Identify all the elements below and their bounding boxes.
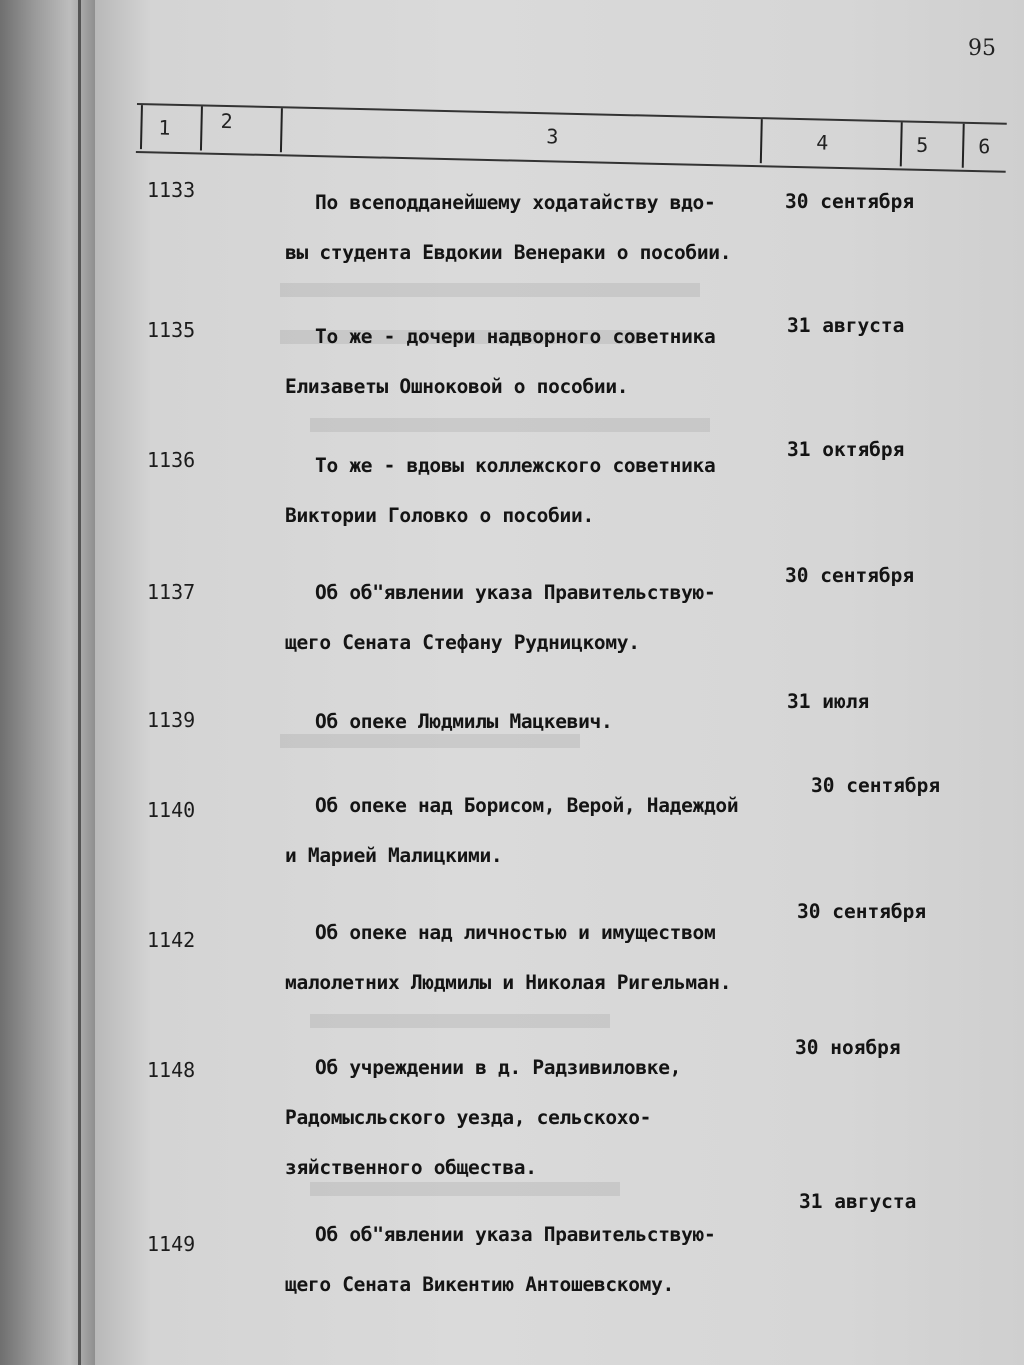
entry-description xyxy=(285,312,715,412)
entry-description xyxy=(285,1043,681,1193)
header-top-rule xyxy=(137,103,1007,125)
entry-line: Елизаветы Ошноковой о пособии. xyxy=(285,375,629,398)
entry-line: Об опеке над Борисом, Верой, Надеждой xyxy=(315,794,739,817)
bleed-through-line xyxy=(310,418,710,432)
entry-line: зяйственного общества. xyxy=(285,1156,537,1179)
entry-line: Об об"явлении указа Правительствую- xyxy=(315,1223,716,1246)
entry-description xyxy=(285,908,731,1008)
entry-date: 31 августа xyxy=(799,1190,917,1213)
entry-number: 1139 xyxy=(147,708,196,732)
entry-number: 1142 xyxy=(147,928,196,952)
column-separator xyxy=(760,119,763,163)
entry-line: Об опеке над личностью и имуществом xyxy=(315,921,716,944)
entry-line: Виктории Головко о пособии. xyxy=(285,504,594,527)
column-separator xyxy=(200,106,203,150)
entry-number: 1140 xyxy=(147,798,196,822)
entry-number: 1136 xyxy=(147,448,196,472)
entry-date: 31 августа xyxy=(787,314,905,337)
entry-description xyxy=(285,441,715,541)
entry-line: щего Сената Стефану Рудницкому. xyxy=(285,631,640,654)
entry-line: То же - дочери надворного советника xyxy=(315,325,716,348)
column-number-6: 6 xyxy=(977,134,991,159)
column-number-4: 4 xyxy=(816,130,829,155)
entry-date: 30 сентября xyxy=(785,190,915,213)
header-bottom-rule xyxy=(136,151,1006,173)
entry-line: Об опеке Людмилы Мацкевич. xyxy=(315,710,613,733)
entry-date: 31 июля xyxy=(787,690,870,713)
bleed-through-line xyxy=(280,283,700,297)
bleed-through-line xyxy=(310,1014,610,1028)
page-edge xyxy=(78,0,81,1365)
book-gutter xyxy=(0,0,100,1365)
entry-description xyxy=(285,697,612,747)
document-page xyxy=(95,0,1024,1365)
entry-number: 1137 xyxy=(147,580,196,604)
entry-number: 1149 xyxy=(147,1232,196,1256)
entry-date: 30 сентября xyxy=(797,900,927,923)
entry-description xyxy=(285,781,738,881)
column-number-1: 1 xyxy=(158,115,171,140)
entry-line: То же - вдовы коллежского советника xyxy=(315,454,716,477)
entry-description xyxy=(285,1210,715,1310)
entry-description xyxy=(285,568,715,668)
column-separator xyxy=(280,108,283,152)
page-number: 95 xyxy=(968,36,996,61)
entry-line: Об об"явлении указа Правительствую- xyxy=(315,581,716,604)
entry-number: 1133 xyxy=(147,178,196,202)
entry-line: По всеподданейшему ходатайству вдо- xyxy=(315,191,716,214)
entry-date: 30 сентября xyxy=(811,774,941,797)
entry-line: малолетних Людмилы и Николая Ригельман. xyxy=(285,971,732,994)
entry-description xyxy=(285,178,731,278)
entry-number: 1148 xyxy=(147,1058,196,1082)
entry-line: Радомысльского уезда, сельскохо- xyxy=(285,1106,652,1129)
entry-date: 30 ноября xyxy=(795,1036,901,1059)
column-separator xyxy=(140,105,143,149)
entry-line: щего Сената Викентию Антошевскому. xyxy=(285,1273,674,1296)
column-header xyxy=(136,103,1007,183)
entry-date: 31 октября xyxy=(787,438,905,461)
column-separator xyxy=(900,122,903,166)
entry-line: Об учреждении в д. Радзивиловке, xyxy=(315,1056,682,1079)
column-number-3: 3 xyxy=(546,124,559,149)
column-separator xyxy=(962,124,965,168)
entry-line: вы студента Евдокии Венераки о пособии. xyxy=(285,241,732,264)
entry-line: и Марией Малицкими. xyxy=(285,844,503,867)
column-number-5: 5 xyxy=(915,132,929,157)
column-number-2: 2 xyxy=(220,108,233,134)
entry-date: 30 сентября xyxy=(785,564,915,587)
entry-number: 1135 xyxy=(147,318,196,342)
